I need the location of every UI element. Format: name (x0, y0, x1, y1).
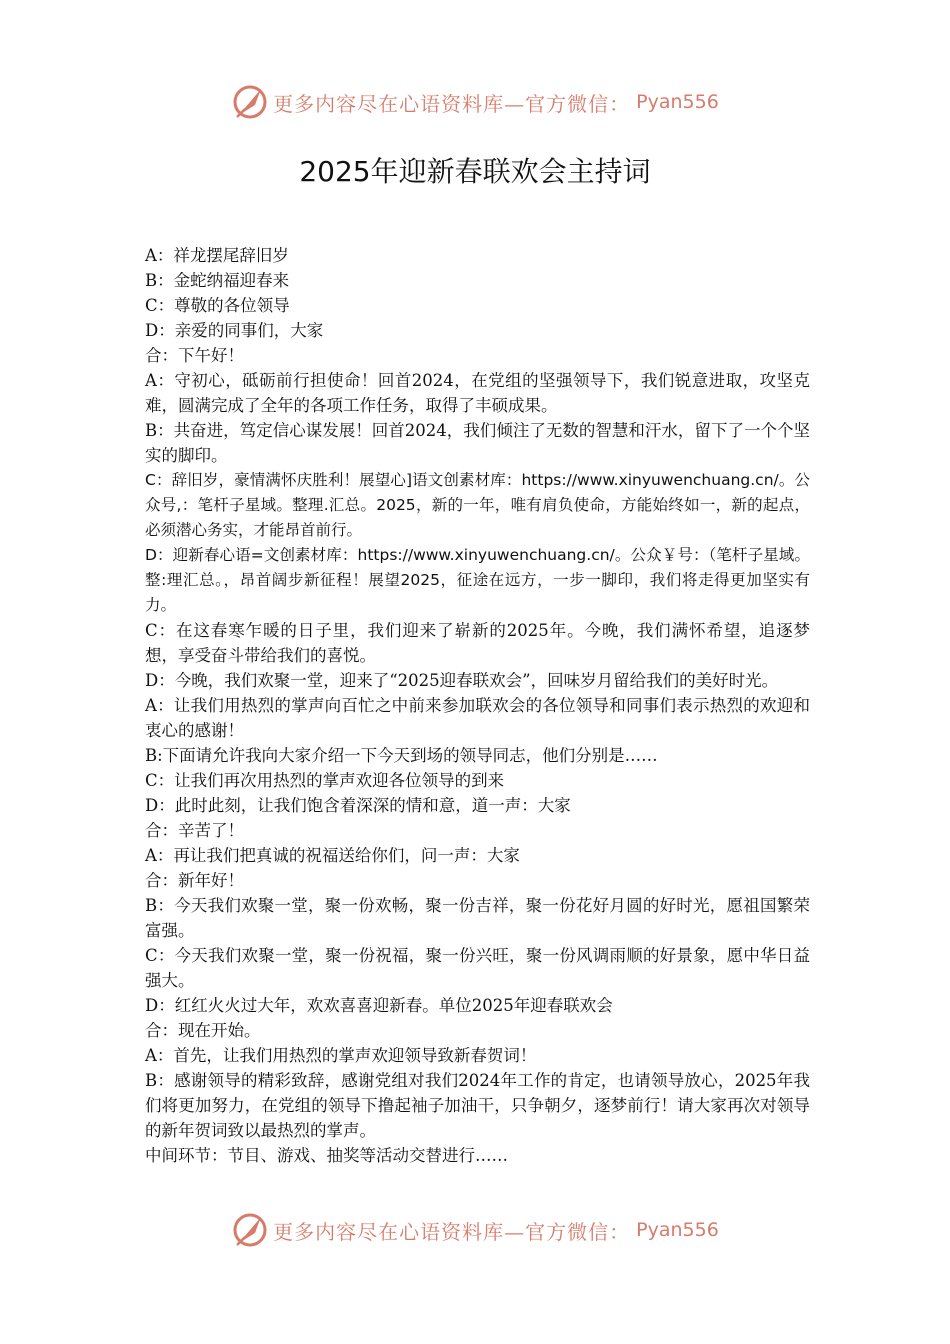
paragraph: B：今天我们欢聚一堂，聚一份欢畅，聚一份吉祥，聚一份花好月圆的好时光，愿祖国繁荣富强。 (145, 896, 810, 940)
paragraph: B:下面请允许我向大家介绍一下今天到场的领导同志，他们分别是…… (145, 746, 658, 765)
paragraph: D：今晚，我们欢聚一堂，迎来了“2025迎春联欢会”，回味岁月留给我们的美好时光。 (145, 671, 779, 690)
paragraph: B：感谢领导的精彩致辞，感谢党组对我们2024年工作的肯定，也请领导放心，2025年我们将更加努力，在党组的领导下撸起袖子加油干，只争朝夕，逐梦前行！请大家再次对领导的新年贺词致以最热烈的掌声。 (145, 1071, 810, 1140)
watermark-wechat-id: Pyan556 (636, 91, 719, 113)
paragraph: C：尊敬的各位领导 (145, 296, 290, 315)
paragraph: D：此时此刻，让我们饱含着深深的情和意，道一声：大家 (145, 796, 571, 815)
footer-watermark (0, 1210, 950, 1250)
document-body (145, 243, 810, 1168)
quill-logo-icon (231, 83, 269, 121)
paragraph: C：辞旧岁，豪情满怀庆胜利！展望心]语文创素材库：https://www.xinyuwenchuang.cn/。公众号,：笔杆子星域。整理.汇总。2025，新的一年，唯有肩负使命，方能始终如一，新的起点，必须潜心务实，才能昂首前行。 (145, 471, 810, 539)
paragraph: A：让我们用热烈的掌声向百忙之中前来参加联欢会的各位领导和同事们表示热烈的欢迎和衷心的感谢！ (145, 696, 810, 740)
paragraph: C：今天我们欢聚一堂，聚一份祝福，聚一份兴旺，聚一份风调雨顺的好景象，愿中华日益强大。 (145, 946, 810, 990)
watermark-wechat-id: Pyan556 (636, 1219, 719, 1241)
paragraph: C：让我们再次用热烈的掌声欢迎各位领导的到来 (145, 771, 505, 790)
paragraph: 中间环节：节目、游戏、抽奖等活动交替进行…… (145, 1146, 508, 1165)
paragraph: 合：现在开始。 (145, 1021, 261, 1040)
paragraph: 合：新年好！ (145, 871, 244, 890)
document-title: 2025年迎新春联欢会主持词 (299, 155, 651, 188)
paragraph: A：首先，让我们用热烈的掌声欢迎领导致新春贺词！ (145, 1046, 537, 1065)
paragraph: 合：辛苦了！ (145, 821, 244, 840)
paragraph: A：再让我们把真诚的祝福送给你们，问一声：大家 (145, 846, 520, 865)
paragraph: B：共奋进，笃定信心谋发展！回首2024，我们倾注了无数的智慧和汗水，留下了一个个坚实的脚印。 (145, 421, 810, 465)
paragraph: C：在这春寒乍暖的日子里，我们迎来了崭新的2025年。今晚，我们满怀希望，追逐梦想，享受奋斗带给我们的喜悦。 (145, 621, 810, 665)
paragraph: D：亲爱的同事们，大家 (145, 321, 324, 340)
paragraph: B：金蛇纳福迎春来 (145, 271, 290, 290)
paragraph: D：红红火火过大年，欢欢喜喜迎新春。单位2025年迎春联欢会 (145, 996, 613, 1015)
header-watermark (0, 82, 950, 122)
paragraph: 合：下午好！ (145, 346, 244, 365)
paragraph: A：祥龙摆尾辞旧岁 (145, 246, 289, 265)
watermark-text: 更多内容尽在心语资料库—官方微信： (273, 91, 631, 116)
paragraph: D：迎新春心语=文创素材库：https://www.xinyuwenchuang.cn/。公众￥号：（笔杆子星域。整:理汇总。，昂首阔步新征程！展望2025，征途在远方，一步一脚印，我们将走得更加坚实有力。 (145, 546, 810, 614)
paragraph: A：守初心，砥砺前行担使命！回首2024，在党组的坚强领导下，我们锐意进取，攻坚克难，圆满完成了全年的各项工作任务，取得了丰硕成果。 (145, 371, 810, 415)
watermark-text: 更多内容尽在心语资料库—官方微信： (273, 1219, 631, 1244)
quill-logo-icon (231, 1211, 269, 1249)
